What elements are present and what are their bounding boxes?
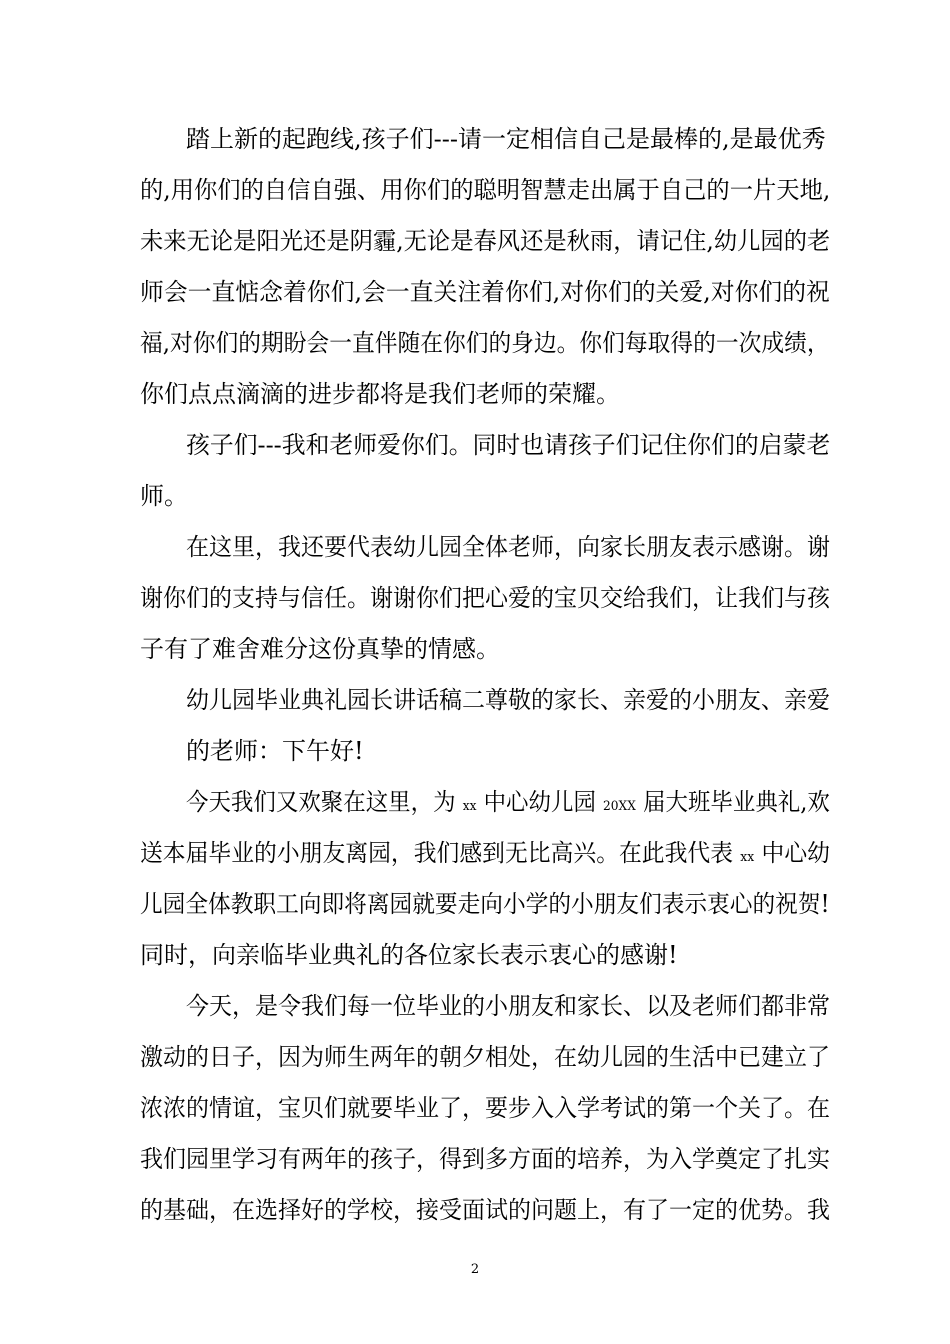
- text-line: 的,用你们的自信自强、用你们的聪明智慧走出属于自己的一片天地,: [140, 176, 831, 204]
- page-number: 2: [470, 1262, 480, 1277]
- text-line: 幼儿园毕业典礼园长讲话稿二尊敬的家长、亲爱的小朋友、亲爱: [186, 686, 830, 714]
- text-line-with-placeholders: [140, 838, 830, 873]
- text-run: 届大班毕业典礼,欢: [635, 788, 830, 816]
- text-line: 的基础，在选择好的学校，接受面试的问题上，有了一定的优势。我: [140, 1196, 830, 1224]
- text-line: 的老师：下午好!: [186, 737, 364, 765]
- text-line: 今天，是令我们每一位毕业的小朋友和家长、以及老师们都非常: [186, 992, 830, 1020]
- text-line-with-placeholders: [186, 787, 830, 822]
- text-line: 你们点点滴滴的进步都将是我们老师的荣耀。: [140, 380, 620, 408]
- text-line: 在这里，我还要代表幼儿园全体老师，向家长朋友表示感谢。谢: [186, 533, 830, 561]
- text-line: 师会一直惦念着你们,会一直关注着你们,对你们的关爱,对你们的祝: [140, 278, 830, 306]
- placeholder-text: xx: [740, 850, 755, 865]
- text-run: 今天我们又欢聚在这里，为: [186, 788, 463, 816]
- text-line: 师。: [140, 482, 188, 510]
- text-run: 送本届毕业的小朋友离园，我们感到无比高兴。在此我代表: [140, 839, 741, 867]
- text-line: 未来无论是阳光还是阴霾,无论是春风还是秋雨，请记住,幼儿园的老: [140, 227, 831, 255]
- text-line: 浓浓的情谊，宝贝们就要毕业了，要步入入学考试的第一个关了。在: [140, 1094, 830, 1122]
- placeholder-text: xx: [462, 799, 477, 814]
- text-run: 中心幼: [754, 839, 830, 867]
- text-line: 子有了难舍难分这份真挚的情感。: [140, 635, 500, 663]
- text-line: 谢你们的支持与信任。谢谢你们把心爱的宝贝交给我们，让我们与孩: [140, 584, 830, 612]
- text-line: 福,对你们的期盼会一直伴随在你们的身边。你们每取得的一次成绩，: [140, 329, 830, 357]
- text-line: 同时，向亲临毕业典礼的各位家长表示衷心的感谢!: [140, 941, 678, 969]
- text-line: 我们园里学习有两年的孩子，得到多方面的培养，为入学奠定了扎实: [140, 1145, 830, 1173]
- text-line: 激动的日子，因为师生两年的朝夕相处，在幼儿园的生活中已建立了: [140, 1043, 830, 1071]
- placeholder-year: 20XX: [603, 799, 636, 814]
- text-run: 中心幼儿园: [476, 788, 604, 816]
- text-line: 儿园全体教职工向即将离园就要走向小学的小朋友们表示衷心的祝贺!: [140, 890, 830, 918]
- text-line: 踏上新的起跑线,孩子们---请一定相信自己是最棒的,是最优秀: [186, 125, 826, 153]
- text-line: 孩子们---我和老师爱你们。同时也请孩子们记住你们的启蒙老: [186, 431, 831, 459]
